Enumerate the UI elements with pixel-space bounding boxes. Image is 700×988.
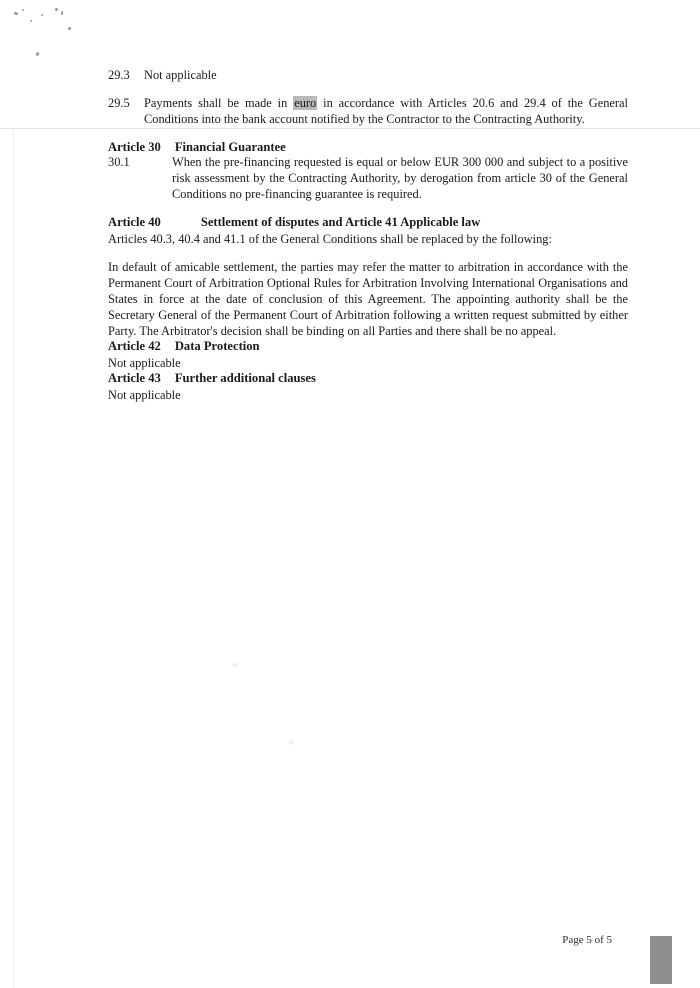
document-body xyxy=(108,68,628,403)
article-43-number: Article 43 xyxy=(108,371,161,386)
speckle xyxy=(35,52,40,57)
clause-number: 30.1 xyxy=(108,155,130,170)
clause-text: When the pre-financing requested is equal or below EUR 300 000 and subject to a positive risk assessment by the Contracting Authority, by derogation from article 30 of the General Conditions no pre-financing guarantee is required. xyxy=(172,155,628,202)
article-42-number: Article 42 xyxy=(108,339,161,354)
speckle xyxy=(22,9,24,11)
clause-text xyxy=(144,96,628,128)
article-43-body: Not applicable xyxy=(108,388,181,403)
article-40-paragraph-2: In default of amicable settlement, the parties may refer the matter to arbitration in accordance with the Permanent Court of Arbitration Optional Rules for Arbitration Involving International Organisations and States in force at the date of conclusion of this Agreement. The appointing authority shall be the Secretary General of the Permanent Court of Arbitration following a written request submitted by either Party. The Arbitrator's decision shall be binding on all Parties and there shall be no appeal. xyxy=(108,259,628,339)
article-40-paragraph-1: Articles 40.3, 40.4 and 41.1 of the General Conditions shall be replaced by the following: xyxy=(108,231,552,246)
scan-edge-line xyxy=(13,128,14,988)
article-42-body: Not applicable xyxy=(108,356,181,371)
clause-text-after-highlight: in accordance with Articles 20.6 and 29.4 of the General Conditions into the bank account notified by the Contractor to the Contracting Authority. xyxy=(144,95,628,126)
clause-text-before-highlight: Payments shall be made in xyxy=(144,95,294,110)
scan-speckle-artifacts xyxy=(0,0,120,70)
article-42-heading xyxy=(108,339,628,355)
clause-29-5 xyxy=(108,96,628,128)
scan-blotch xyxy=(289,740,294,745)
article-30-number: Article 30 xyxy=(108,139,161,154)
article-40-number: Article 40 xyxy=(108,214,161,229)
article-40-heading xyxy=(108,215,628,231)
clause-30-1 xyxy=(108,155,628,203)
speckle xyxy=(55,8,58,11)
page-number: Page 5 of 5 xyxy=(562,934,612,946)
page-footer xyxy=(0,934,700,954)
scanner-edge-marker xyxy=(650,936,672,984)
article-30-heading xyxy=(108,140,628,156)
speckle xyxy=(61,11,63,15)
highlighted-term: euro xyxy=(294,95,317,110)
clause-number: 29.3 xyxy=(108,68,130,82)
article-40-title: Settlement of disputes and Article 41 Applicable law xyxy=(200,214,481,229)
scan-blotch xyxy=(232,663,238,667)
speckle xyxy=(30,20,32,22)
article-30-title: Financial Guarantee xyxy=(174,139,286,154)
article-43-heading xyxy=(108,371,628,387)
speckle xyxy=(41,14,43,16)
clause-29-3 xyxy=(108,68,628,84)
speckle xyxy=(14,11,19,15)
article-43-title: Further additional clauses xyxy=(174,371,316,386)
article-42-title: Data Protection xyxy=(174,339,260,354)
clause-text: Not applicable xyxy=(144,68,217,82)
speckle xyxy=(68,27,71,30)
clause-number: 29.5 xyxy=(108,95,130,110)
